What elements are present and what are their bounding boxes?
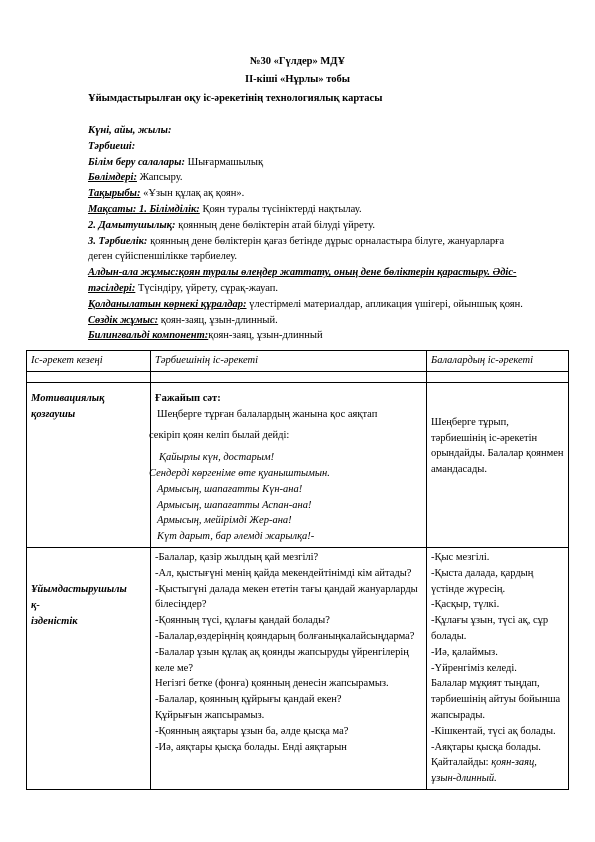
bilingual-row: Билингвальді компонент:қоян-заяц, ұзын-длинный — [88, 330, 323, 342]
table-row — [27, 382, 569, 547]
visual-aids-row: Қолданылатын көрнекі құралдар: үлестірмелі материалдар, апликация үшігері, ойыншық қоян. — [88, 298, 523, 310]
header-stage: Іс-әрекет кезеңі — [27, 351, 151, 372]
area-row: Білім беру салалары: Шығармашылық — [88, 156, 264, 168]
kindergarten-line: №30 «Гүлдер» МДҰ — [249, 56, 346, 67]
section-row: Бөлімдері: Жапсыру. — [88, 172, 183, 184]
children-activity-motivation: Шеңберге тұрып, тәрбиешінің іс-әрекетін орындайды. Балалар қоянмен амандасады. — [427, 382, 569, 547]
lesson-metadata — [88, 123, 528, 344]
prep-row: Алдын-ала жұмыс:қоян туралы өлеңдер жаттату, оның дене бөліктерін қарастыру. Әдіс-тәсілдері: Түсіндіру, үйрету, сұрақ-жауап. — [88, 267, 517, 294]
header-teacher: Тәрбиешінің іс-әрекеті — [151, 351, 427, 372]
children-activity-organizational: -Қыс мезгілі. -Қыста далада, қардың үстінде жүресің. -Қасқыр, түлкі. -Құлағы ұзын, түсі ақ, сұр болады. -Иә, қалаймыз. -Үйренгіміз келеді. Балалар мұқият тыңдап, тәрбиешінің айтуы бойынша жапсырады. -Кішкентай, түсі ақ болады. -Аяқтары қысқа болады. Қайталайды: қоян-заяц, ұзын-длинный. — [427, 547, 569, 789]
stage-organizational: Ұйымдастырушылы қ- ізденістік — [27, 547, 151, 789]
date-row: Күні, айы, жылы: — [88, 125, 172, 136]
teacher-activity-motivation: Ғажайып сәт: Шеңберге тұрған балалардың жанына қос аяқтап секіріп қоян келіп былай дейді: Қайырлы күн, достарым! Сендерді көргеніме өте қуаныштымын. Армысың, шапағатты Күн-ана! Армысың, шапағатты Аспан-ана! Армысың, мейірімді Жер-ана! Күт дарыт, бар әлемді жарылқа!- — [151, 382, 427, 547]
stage-motivation: Мотивациялық қозғаушы — [27, 382, 151, 547]
header-children: Балалардың іс-әрекеті — [427, 351, 569, 372]
edu-row: 3. Тәрбиелік: қоянның дене бөліктерін қағаз бетінде дұрыс орналастыра білуге, жануарларға деген сүйіспеншілікке тәрбиелеу. — [88, 235, 505, 263]
goal-row: Мақсаты: 1. Білімділік: Қоян туралы түсініктерді нақтылау. — [88, 203, 362, 215]
dev-row: 2. Дамытушылық: қоянның дене бөліктерін атай білуді үйрету. — [88, 219, 375, 231]
table-row — [27, 547, 569, 789]
lesson-table — [26, 350, 569, 790]
group-line: II-кіші «Нұрлы» тобы — [245, 74, 350, 85]
topic-row: Тақырыбы: «Ұзын құлақ ақ қоян». — [88, 188, 245, 200]
document-title: Ұйымдастырылған оқу іс-әрекетінің технологиялық картасы — [88, 93, 383, 104]
teacher-activity-organizational: -Балалар, қазір жылдың қай мезгілі? -Ал, қыстығүні менің қайда мекендейтінімді кім айтады? -Қыстыгүні далада мекен ететін тағы қандай жануарларды білесіңдер? -Қоянның түсі, құлағы қандай болады? -Балалар,өздеріңнің қояндарың болғаныңкалайсыңдарма? -Балалар ұзын құлақ ақ қоянды жапсыруды үйренгілерің келе ме? Негізгі бетке (фонға) қоянның денесін жапсырамыз. -Балалар, қоянның құйрығы қандай екен? Құйрығын жапсырамыз. -Қоянның аяқтары ұзын ба, әлде қысқа ма? -Иә, аяқтары қысқа болады. Енді аяқтарын — [151, 547, 427, 789]
teacher-row: Тәрбиеші: — [88, 140, 136, 152]
table-header-row — [27, 351, 569, 372]
table-spacer-row — [27, 371, 569, 382]
vocab-row: Сөздік жұмыс: қоян-заяц, ұзын-длинный. — [88, 314, 278, 326]
